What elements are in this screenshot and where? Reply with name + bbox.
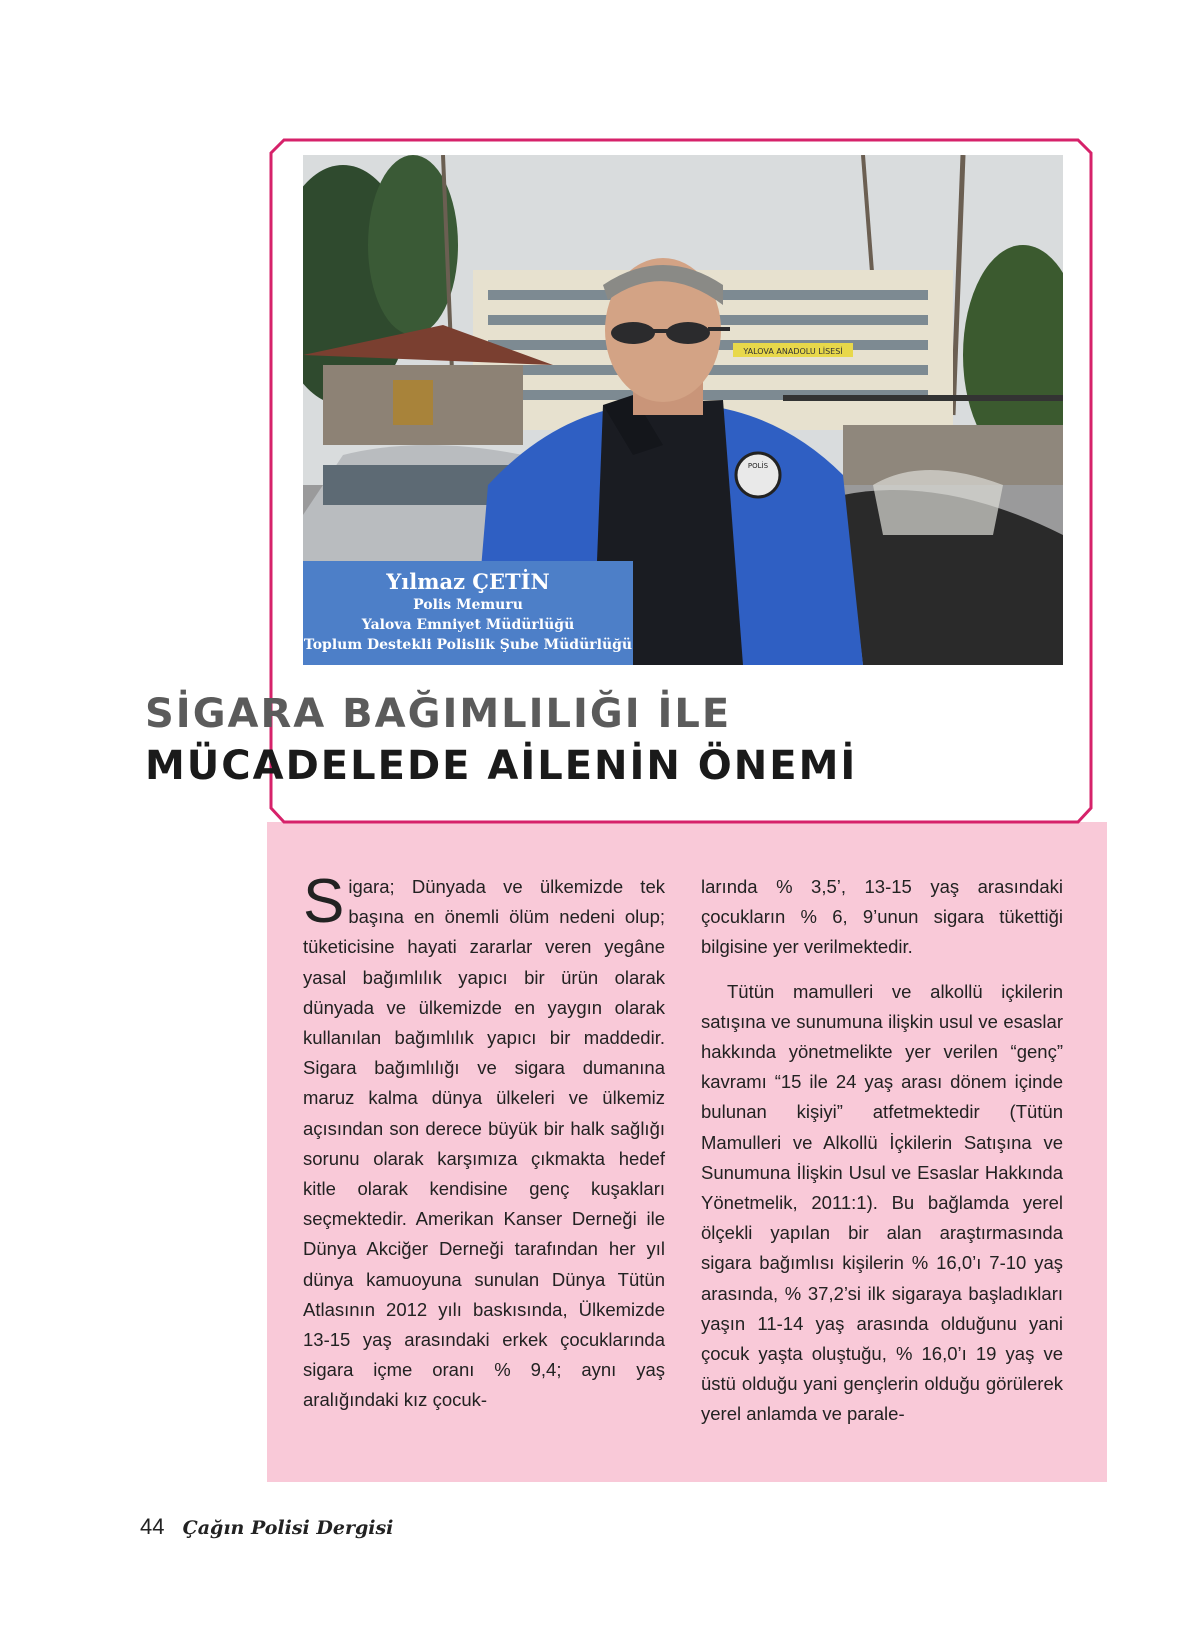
article-paragraph bbox=[303, 867, 665, 1416]
title-line-2: MÜCADELEDE AİLENİN ÖNEMİ bbox=[145, 743, 858, 789]
article-paragraph: larında % 3,5’, 13-15 yaş arasındaki çocukların % 6, 9’unun sigara tükettiği bilgisine yer verilmektedir. bbox=[701, 876, 1063, 958]
left-paragraph-text: igara; Dünyada ve ülkemizde tek başına en önemli ölüm nedeni olup; tüketicisine hayati zararlar veren yegâne yasal bağımlılık yapıcı bir ürün olarak dünyada ve ülkemizde en yaygın olarak kullanılan bağımlılık yapıcı bir maddedir. Sigara bağımlılığı ve sigara dumanına maruz kalma dünya ülkeleri ve ülkemiz açısından son derece büyük bir halk sağlığı sorunu olarak karşımıza çıkmakta hedef kitle olarak kendisine genç kuşakları seçmektedir. Amerikan Kanser Derneği ile Dünya Akciğer Derneği tarafından her yıl dünya kamuoyuna sunulan Dünya Tütün Atlasının 2012 yılı baskısında, Ülkemizde 13-15 yaş arasındaki erkek çocuklarında sigara içme oranı % 9,4; aynı yaş aralığındaki kız çocuk- bbox=[303, 876, 665, 1411]
person-department: Toplum Destekli Polislik Şube Müdürlüğü bbox=[303, 637, 633, 653]
person-name: Yılmaz ÇETİN bbox=[386, 569, 550, 594]
photo-caption bbox=[303, 561, 633, 665]
drop-cap: S bbox=[303, 867, 345, 936]
article-column-right bbox=[701, 872, 1063, 1440]
page-footer bbox=[140, 1514, 393, 1540]
page-number: 44 bbox=[140, 1514, 165, 1539]
person-unit: Yalova Emniyet Müdürlüğü bbox=[361, 617, 575, 633]
article-paragraph: Tütün mamulleri ve alkollü içkilerin satışına ve sunumuna ilişkin usul ve esaslar hakkında yönetmelikte yer verilen “genç” kavramı “15 ile 24 yaş arası dönem içinde bulunan kişiyi” atfetmektedir (Tütün Mamulleri ve Alkollü İçkilerin Satışına ve Sunumuna İlişkin Usul ve Esaslar Hakkında Yönetmelik, 2011:1). Bu bağlamda yerel ölçekli yapılan bir alan araştırmasında sigara bağımlısı kişilerin % 16,0’ı 7-10 yaş arasında, % 37,2’si ilk sigaraya başladıkları yaşın 11-14 yaş arasında olduğunu yani çocuk yaşta oluştuğu, % 16,0’ı 19 yaş ve üstü olduğu yani gençlerin olduğu görülerek yerel anlamda ve parale- bbox=[701, 980, 1063, 1425]
school-sign: YALOVA ANADOLU LİSESİ bbox=[743, 347, 843, 356]
magazine-name: Çağın Polisi Dergisi bbox=[182, 1517, 394, 1539]
article-column-left bbox=[303, 867, 665, 1426]
title-line-1: SİGARA BAĞIMLILIĞI İLE bbox=[145, 691, 732, 737]
badge-text: POLİS bbox=[747, 462, 769, 470]
person-role: Polis Memuru bbox=[413, 597, 523, 613]
article-title bbox=[145, 690, 1065, 794]
